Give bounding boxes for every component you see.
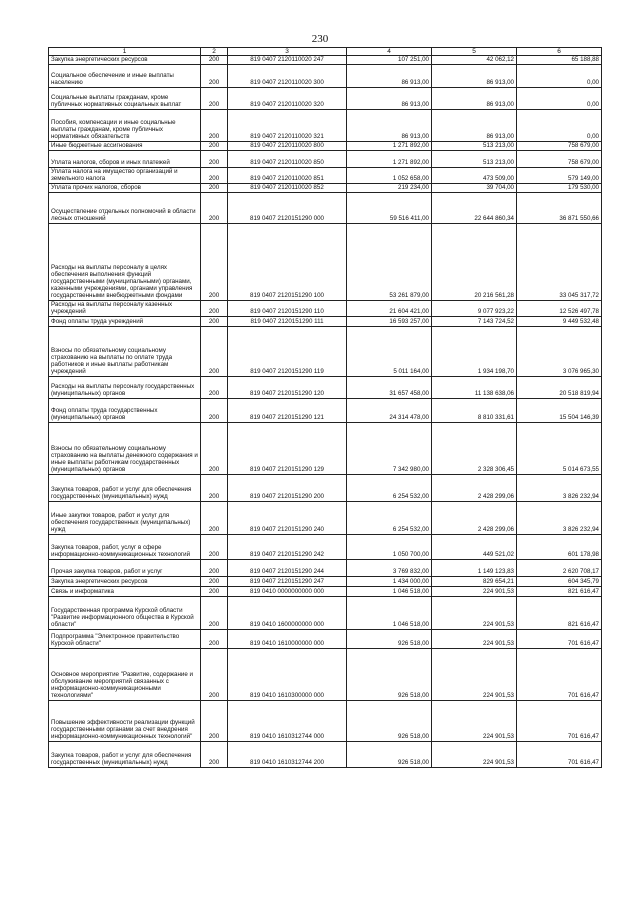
row-classification-code-cell: 819 0407 2120151290 100 bbox=[228, 224, 347, 301]
row-unexecuted-amount-cell: 20 518 819,94 bbox=[517, 377, 602, 399]
row-executed-amount-cell: 224 901,53 bbox=[432, 742, 517, 768]
row-classification-code-cell: 819 0407 2120151290 247 bbox=[228, 577, 347, 587]
table-row bbox=[49, 65, 602, 88]
row-unexecuted-amount-cell: 758 679,00 bbox=[517, 151, 602, 168]
row-name-cell: Закупка товаров, работ и услуг для обеспечения государственных (муниципальных) нужд bbox=[49, 742, 201, 768]
row-name-cell: Иные закупки товаров, работ и услуг для обеспечения государственных (муниципальных) нужд bbox=[49, 502, 201, 535]
row-unexecuted-amount-cell: 701 616,47 bbox=[517, 649, 602, 701]
row-line-code-cell: 200 bbox=[201, 168, 228, 184]
row-unexecuted-amount-cell: 0,00 bbox=[517, 65, 602, 88]
row-line-code-cell: 200 bbox=[201, 110, 228, 142]
row-approved-amount-cell: 6 254 532,00 bbox=[347, 502, 432, 535]
row-executed-amount-cell: 11 138 638,06 bbox=[432, 377, 517, 399]
row-classification-code-cell: 819 0407 2120110020 321 bbox=[228, 110, 347, 142]
row-name-cell: Закупка энергетических ресурсов bbox=[49, 577, 201, 587]
row-executed-amount-cell: 2 328 306,45 bbox=[432, 423, 517, 475]
row-name-cell: Уплата прочих налогов, сборов bbox=[49, 184, 201, 193]
row-unexecuted-amount-cell: 5 014 673,55 bbox=[517, 423, 602, 475]
row-executed-amount-cell: 1 149 123,83 bbox=[432, 560, 517, 577]
table-row bbox=[49, 168, 602, 184]
table-row bbox=[49, 317, 602, 327]
table-row bbox=[49, 224, 602, 301]
row-classification-code-cell: 819 0410 0000000000 000 bbox=[228, 587, 347, 597]
row-classification-code-cell: 819 0407 2120151290 120 bbox=[228, 377, 347, 399]
row-executed-amount-cell: 513 213,00 bbox=[432, 151, 517, 168]
row-unexecuted-amount-cell: 9 449 532,48 bbox=[517, 317, 602, 327]
row-executed-amount-cell: 22 644 860,34 bbox=[432, 193, 517, 224]
row-approved-amount-cell: 24 314 478,00 bbox=[347, 399, 432, 423]
row-unexecuted-amount-cell: 701 616,47 bbox=[517, 701, 602, 742]
row-approved-amount-cell: 1 050 700,00 bbox=[347, 535, 432, 560]
row-line-code-cell: 200 bbox=[201, 301, 228, 317]
row-approved-amount-cell: 219 234,00 bbox=[347, 184, 432, 193]
row-name-cell: Фонд оплаты труда учреждений bbox=[49, 317, 201, 327]
row-name-cell: Основное мероприятие "Развитие, содержание и обслуживание мероприятий связанных с информационно-коммуникационными технологиями" bbox=[49, 649, 201, 701]
row-classification-code-cell: 819 0410 1610312744 000 bbox=[228, 701, 347, 742]
table-row bbox=[49, 577, 602, 587]
budget-execution-table bbox=[48, 47, 602, 768]
row-classification-code-cell: 819 0407 2120151290 242 bbox=[228, 535, 347, 560]
row-executed-amount-cell: 829 654,21 bbox=[432, 577, 517, 587]
row-line-code-cell: 200 bbox=[201, 224, 228, 301]
table-row bbox=[49, 630, 602, 649]
row-unexecuted-amount-cell: 604 345,79 bbox=[517, 577, 602, 587]
row-line-code-cell: 200 bbox=[201, 701, 228, 742]
table-row bbox=[49, 475, 602, 502]
row-name-cell: Расходы на выплаты персоналу государственных (муниципальных) органов bbox=[49, 377, 201, 399]
row-line-code-cell: 200 bbox=[201, 630, 228, 649]
row-name-cell: Осуществление отдельных полномочий в области лесных отношений bbox=[49, 193, 201, 224]
row-unexecuted-amount-cell: 2 620 708,17 bbox=[517, 560, 602, 577]
row-line-code-cell: 200 bbox=[201, 327, 228, 377]
row-executed-amount-cell: 224 901,53 bbox=[432, 649, 517, 701]
row-classification-code-cell: 819 0407 2120110020 320 bbox=[228, 88, 347, 110]
row-classification-code-cell: 819 0407 2120151290 111 bbox=[228, 317, 347, 327]
row-executed-amount-cell: 86 913,00 bbox=[432, 65, 517, 88]
row-name-cell: Социальное обеспечение и иные выплаты населению bbox=[49, 65, 201, 88]
row-approved-amount-cell: 926 518,00 bbox=[347, 742, 432, 768]
row-name-cell: Расходы на выплаты персоналу казенных учреждений bbox=[49, 301, 201, 317]
row-approved-amount-cell: 21 604 421,00 bbox=[347, 301, 432, 317]
row-unexecuted-amount-cell: 12 526 497,78 bbox=[517, 301, 602, 317]
table-row bbox=[49, 56, 602, 65]
column-number-row bbox=[49, 48, 602, 56]
row-approved-amount-cell: 1 434 000,00 bbox=[347, 577, 432, 587]
row-approved-amount-cell: 1 271 892,00 bbox=[347, 142, 432, 151]
row-unexecuted-amount-cell: 601 178,98 bbox=[517, 535, 602, 560]
row-unexecuted-amount-cell: 33 045 317,72 bbox=[517, 224, 602, 301]
table-row bbox=[49, 587, 602, 597]
row-classification-code-cell: 819 0407 2120151290 240 bbox=[228, 502, 347, 535]
row-unexecuted-amount-cell: 758 679,00 bbox=[517, 142, 602, 151]
row-line-code-cell: 200 bbox=[201, 88, 228, 110]
row-name-cell: Пособия, компенсации и иные социальные выплаты гражданам, кроме публичных нормативных обязательств bbox=[49, 110, 201, 142]
row-approved-amount-cell: 86 913,00 bbox=[347, 65, 432, 88]
row-classification-code-cell: 819 0410 1600000000 000 bbox=[228, 597, 347, 630]
row-line-code-cell: 200 bbox=[201, 377, 228, 399]
row-line-code-cell: 200 bbox=[201, 597, 228, 630]
row-executed-amount-cell: 42 062,12 bbox=[432, 56, 517, 65]
row-line-code-cell: 200 bbox=[201, 502, 228, 535]
table-row bbox=[49, 742, 602, 768]
row-executed-amount-cell: 7 143 724,52 bbox=[432, 317, 517, 327]
row-unexecuted-amount-cell: 36 871 550,66 bbox=[517, 193, 602, 224]
row-approved-amount-cell: 6 254 532,00 bbox=[347, 475, 432, 502]
row-unexecuted-amount-cell: 821 616,47 bbox=[517, 597, 602, 630]
row-classification-code-cell: 819 0407 2120151290 121 bbox=[228, 399, 347, 423]
row-executed-amount-cell: 8 810 331,61 bbox=[432, 399, 517, 423]
row-line-code-cell: 200 bbox=[201, 399, 228, 423]
row-approved-amount-cell: 53 261 879,00 bbox=[347, 224, 432, 301]
row-approved-amount-cell: 59 516 411,00 bbox=[347, 193, 432, 224]
row-name-cell: Закупка товаров, работ, услуг в сфере информационно-коммуникационных технологий bbox=[49, 535, 201, 560]
row-approved-amount-cell: 5 011 164,00 bbox=[347, 327, 432, 377]
row-approved-amount-cell: 7 342 980,00 bbox=[347, 423, 432, 475]
row-approved-amount-cell: 1 046 518,00 bbox=[347, 597, 432, 630]
row-executed-amount-cell: 39 704,00 bbox=[432, 184, 517, 193]
row-executed-amount-cell: 86 913,00 bbox=[432, 110, 517, 142]
row-unexecuted-amount-cell: 65 188,88 bbox=[517, 56, 602, 65]
row-unexecuted-amount-cell: 701 616,47 bbox=[517, 630, 602, 649]
row-classification-code-cell: 819 0410 1610300000 000 bbox=[228, 649, 347, 701]
row-line-code-cell: 200 bbox=[201, 193, 228, 224]
row-approved-amount-cell: 3 769 832,00 bbox=[347, 560, 432, 577]
row-line-code-cell: 200 bbox=[201, 742, 228, 768]
row-classification-code-cell: 819 0407 2120110020 800 bbox=[228, 142, 347, 151]
row-name-cell: Повышение эффективности реализации функций государственными органами за счет внедрения информационно-коммуникационных технологий" bbox=[49, 701, 201, 742]
table-row bbox=[49, 560, 602, 577]
row-classification-code-cell: 819 0407 2120110020 247 bbox=[228, 56, 347, 65]
table-row bbox=[49, 327, 602, 377]
row-executed-amount-cell: 224 901,53 bbox=[432, 701, 517, 742]
row-name-cell: Государственная программа Курской области "Развитие информационного общества в Курской области" bbox=[49, 597, 201, 630]
row-classification-code-cell: 819 0407 2120151290 129 bbox=[228, 423, 347, 475]
row-name-cell: Прочая закупка товаров, работ и услуг bbox=[49, 560, 201, 577]
row-line-code-cell: 200 bbox=[201, 649, 228, 701]
row-approved-amount-cell: 1 046 518,00 bbox=[347, 587, 432, 597]
row-executed-amount-cell: 473 509,00 bbox=[432, 168, 517, 184]
row-approved-amount-cell: 1 271 892,00 bbox=[347, 151, 432, 168]
row-executed-amount-cell: 86 913,00 bbox=[432, 88, 517, 110]
row-classification-code-cell: 819 0407 2120110020 851 bbox=[228, 168, 347, 184]
row-classification-code-cell: 819 0407 2120110020 850 bbox=[228, 151, 347, 168]
row-executed-amount-cell: 9 077 923,22 bbox=[432, 301, 517, 317]
row-name-cell: Расходы на выплаты персоналу в целях обеспечения выполнения функций государственными (муниципальными) органами, казенными учреждениями, органами управления государственными внебюджетными фондами bbox=[49, 224, 201, 301]
table-row bbox=[49, 399, 602, 423]
row-approved-amount-cell: 926 518,00 bbox=[347, 649, 432, 701]
row-unexecuted-amount-cell: 3 826 232,94 bbox=[517, 475, 602, 502]
row-approved-amount-cell: 31 657 458,00 bbox=[347, 377, 432, 399]
row-name-cell: Подпрограмма "Электронное правительство Курской области" bbox=[49, 630, 201, 649]
row-approved-amount-cell: 107 251,00 bbox=[347, 56, 432, 65]
row-unexecuted-amount-cell: 0,00 bbox=[517, 88, 602, 110]
row-classification-code-cell: 819 0407 2120151290 000 bbox=[228, 193, 347, 224]
row-approved-amount-cell: 926 518,00 bbox=[347, 701, 432, 742]
row-name-cell: Закупка энергетических ресурсов bbox=[49, 56, 201, 65]
table-row bbox=[49, 193, 602, 224]
table-row bbox=[49, 88, 602, 110]
page-number: 230 bbox=[311, 33, 329, 45]
row-line-code-cell: 200 bbox=[201, 560, 228, 577]
table-row bbox=[49, 110, 602, 142]
row-unexecuted-amount-cell: 179 530,00 bbox=[517, 184, 602, 193]
column-header: 2 bbox=[201, 48, 228, 56]
row-name-cell: Закупка товаров, работ и услуг для обеспечения государственных (муниципальных) нужд bbox=[49, 475, 201, 502]
row-classification-code-cell: 819 0407 2120110020 300 bbox=[228, 65, 347, 88]
row-executed-amount-cell: 2 428 299,06 bbox=[432, 475, 517, 502]
row-unexecuted-amount-cell: 3 826 232,94 bbox=[517, 502, 602, 535]
row-line-code-cell: 200 bbox=[201, 184, 228, 193]
row-classification-code-cell: 819 0410 1610000000 000 bbox=[228, 630, 347, 649]
row-unexecuted-amount-cell: 0,00 bbox=[517, 110, 602, 142]
row-line-code-cell: 200 bbox=[201, 475, 228, 502]
row-name-cell: Социальные выплаты гражданам, кроме публичных нормативных социальных выплат bbox=[49, 88, 201, 110]
row-executed-amount-cell: 224 901,53 bbox=[432, 597, 517, 630]
row-unexecuted-amount-cell: 579 149,00 bbox=[517, 168, 602, 184]
row-line-code-cell: 200 bbox=[201, 423, 228, 475]
row-name-cell: Иные бюджетные ассигнования bbox=[49, 142, 201, 151]
row-line-code-cell: 200 bbox=[201, 65, 228, 88]
row-approved-amount-cell: 1 052 658,00 bbox=[347, 168, 432, 184]
table-row bbox=[49, 597, 602, 630]
table-row bbox=[49, 701, 602, 742]
column-header: 3 bbox=[228, 48, 347, 56]
table-row bbox=[49, 184, 602, 193]
row-classification-code-cell: 819 0410 1610312744 200 bbox=[228, 742, 347, 768]
row-classification-code-cell: 819 0407 2120151290 244 bbox=[228, 560, 347, 577]
row-executed-amount-cell: 449 521,02 bbox=[432, 535, 517, 560]
table-row bbox=[49, 423, 602, 475]
table-row bbox=[49, 142, 602, 151]
row-line-code-cell: 200 bbox=[201, 142, 228, 151]
row-executed-amount-cell: 20 216 561,28 bbox=[432, 224, 517, 301]
table-row bbox=[49, 377, 602, 399]
row-name-cell: Связь и информатика bbox=[49, 587, 201, 597]
table-row bbox=[49, 535, 602, 560]
row-approved-amount-cell: 16 593 257,00 bbox=[347, 317, 432, 327]
row-unexecuted-amount-cell: 821 616,47 bbox=[517, 587, 602, 597]
row-name-cell: Взносы по обязательному социальному страхованию на выплаты денежного содержания и иные выплаты работникам государственных (муниципальных) органов bbox=[49, 423, 201, 475]
row-unexecuted-amount-cell: 3 076 965,30 bbox=[517, 327, 602, 377]
row-executed-amount-cell: 1 934 198,70 bbox=[432, 327, 517, 377]
row-name-cell: Уплата налогов, сборов и иных платежей bbox=[49, 151, 201, 168]
table-body bbox=[49, 56, 602, 768]
column-header: 4 bbox=[347, 48, 432, 56]
row-executed-amount-cell: 224 901,53 bbox=[432, 587, 517, 597]
row-name-cell: Уплата налога на имущество организаций и земельного налога bbox=[49, 168, 201, 184]
row-line-code-cell: 200 bbox=[201, 317, 228, 327]
row-approved-amount-cell: 926 518,00 bbox=[347, 630, 432, 649]
row-line-code-cell: 200 bbox=[201, 587, 228, 597]
row-classification-code-cell: 819 0407 2120151290 200 bbox=[228, 475, 347, 502]
row-executed-amount-cell: 224 901,53 bbox=[432, 630, 517, 649]
table-row bbox=[49, 301, 602, 317]
column-header: 6 bbox=[517, 48, 602, 56]
row-approved-amount-cell: 86 913,00 bbox=[347, 110, 432, 142]
row-name-cell: Взносы по обязательному социальному страхованию на выплаты по оплате труда работников и иные выплаты работникам учреждений bbox=[49, 327, 201, 377]
row-executed-amount-cell: 2 428 299,06 bbox=[432, 502, 517, 535]
row-line-code-cell: 200 bbox=[201, 535, 228, 560]
row-approved-amount-cell: 86 913,00 bbox=[347, 88, 432, 110]
row-line-code-cell: 200 bbox=[201, 151, 228, 168]
row-unexecuted-amount-cell: 15 504 146,39 bbox=[517, 399, 602, 423]
table-row bbox=[49, 502, 602, 535]
row-line-code-cell: 200 bbox=[201, 577, 228, 587]
row-executed-amount-cell: 513 213,00 bbox=[432, 142, 517, 151]
row-unexecuted-amount-cell: 701 616,47 bbox=[517, 742, 602, 768]
table-row bbox=[49, 649, 602, 701]
row-classification-code-cell: 819 0407 2120151290 119 bbox=[228, 327, 347, 377]
row-classification-code-cell: 819 0407 2120151290 110 bbox=[228, 301, 347, 317]
table-row bbox=[49, 151, 602, 168]
row-line-code-cell: 200 bbox=[201, 56, 228, 65]
column-header: 5 bbox=[432, 48, 517, 56]
column-header: 1 bbox=[49, 48, 201, 56]
row-name-cell: Фонд оплаты труда государственных (муниципальных) органов bbox=[49, 399, 201, 423]
row-classification-code-cell: 819 0407 2120110020 852 bbox=[228, 184, 347, 193]
